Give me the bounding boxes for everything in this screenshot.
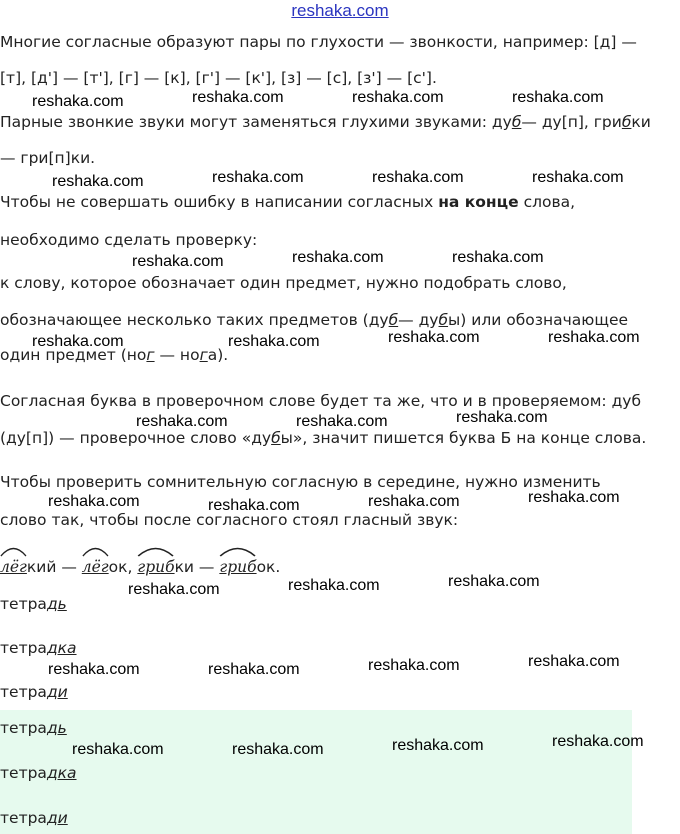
text-part: Чтобы не совершать ошибку в написании согласных <box>0 193 439 211</box>
watermark: reshaka.com <box>552 733 644 750</box>
highlighted-letter: г <box>146 346 155 364</box>
watermark: reshaka.com <box>392 737 484 754</box>
watermark: reshaka.com <box>72 741 164 758</box>
text-part: Парные звонкие звуки могут заменяться глухими звуками: ду <box>0 113 512 131</box>
watermark: reshaka.com <box>228 333 320 350</box>
root-word: гриб <box>219 557 256 577</box>
watermark: reshaka.com <box>32 93 124 110</box>
watermark: reshaka.com <box>192 89 284 106</box>
text-line: необходимо сделать проверку: <box>0 231 258 249</box>
watermark: reshaka.com <box>32 333 124 350</box>
highlighted-letter: г <box>199 346 208 364</box>
text-line: Согласная буква в проверочном слове будет та же, что и в проверяемом: дуб <box>0 392 642 410</box>
root-examples-line <box>0 557 280 577</box>
root-arc-icon <box>82 545 109 557</box>
highlighted-letter: ди <box>46 809 68 827</box>
text-part: один предмет (но <box>0 346 147 364</box>
watermark: reshaka.com <box>512 89 604 106</box>
word-form: тетрадка <box>0 639 77 657</box>
watermark: reshaka.com <box>288 577 380 594</box>
text-part: — ду[п], гри <box>521 113 622 131</box>
watermark: reshaka.com <box>352 89 444 106</box>
text-part: ы», значит пишется буква Б на конце слова. <box>280 429 647 447</box>
watermark: reshaka.com <box>528 653 620 670</box>
highlighted-letter: дь <box>46 595 67 613</box>
text-line <box>0 428 646 448</box>
highlighted-letter: б <box>438 311 449 329</box>
root-word: гриб <box>137 557 174 577</box>
text-line: слово так, чтобы после согласного стоял гласный звук: <box>0 511 459 529</box>
answer-word-form: тетрадка <box>0 764 77 782</box>
watermark: reshaka.com <box>296 413 388 430</box>
text-line: Многие согласные образуют пары по глухости — звонкости, например: [д] — <box>0 33 637 51</box>
watermark: reshaka.com <box>368 657 460 674</box>
text-part: — ду <box>398 311 439 329</box>
answer-block <box>0 710 632 834</box>
root-arc-icon <box>219 545 256 557</box>
answer-word-form: тетради <box>0 809 68 827</box>
word-form: тетрадь <box>0 595 67 613</box>
watermark: reshaka.com <box>128 581 220 598</box>
watermark: reshaka.com <box>212 169 304 186</box>
text-line: — гри[п]ки. <box>0 149 96 167</box>
root-arc-icon <box>0 545 27 557</box>
bold-phrase: на конце <box>438 193 519 211</box>
watermark: reshaka.com <box>452 249 544 266</box>
text-part: ы) или обозначающее <box>448 311 629 329</box>
highlighted-letter: б <box>621 113 632 131</box>
watermark: reshaka.com <box>388 329 480 346</box>
root-arc-icon <box>137 545 174 557</box>
text-line <box>0 192 575 212</box>
watermark: reshaka.com <box>136 413 228 430</box>
highlighted-letter: дка <box>46 764 77 782</box>
watermark: reshaka.com <box>448 573 540 590</box>
text-part: обозначающее несколько таких предметов (ду <box>0 311 389 329</box>
text-part: ок, <box>108 558 138 576</box>
word-form: тетради <box>0 683 68 701</box>
highlighted-letter: дка <box>46 639 77 657</box>
text-line: [т], [д'] — [т'], [г] — [к], [г'] — [к'], [з] — [с], [з'] — [с']. <box>0 69 437 87</box>
watermark: reshaka.com <box>132 253 224 270</box>
watermark: reshaka.com <box>456 409 548 426</box>
watermark: reshaka.com <box>48 493 140 510</box>
text-line: к слову, которое обозначает один предмет, нужно подобрать слово, <box>0 274 567 292</box>
text-part: ки — <box>174 558 220 576</box>
watermark: reshaka.com <box>208 661 300 678</box>
highlighted-letter: б <box>271 429 281 447</box>
text-line: Чтобы проверить сомнительную согласную в середине, нужно изменить <box>0 473 601 491</box>
text-part: ок. <box>256 558 281 576</box>
watermark: reshaka.com <box>372 169 464 186</box>
watermark: reshaka.com <box>532 169 624 186</box>
watermark: reshaka.com <box>528 489 620 506</box>
text-part: (ду[п]) — проверочное слово «ду <box>0 429 272 447</box>
text-part: слова, <box>518 193 576 211</box>
watermark: reshaka.com <box>292 249 384 266</box>
highlighted-letter: ди <box>46 683 68 701</box>
watermark: reshaka.com <box>368 493 460 510</box>
text-part: — но <box>154 346 200 364</box>
watermark: reshaka.com <box>52 173 144 190</box>
watermark: reshaka.com <box>232 741 324 758</box>
watermark: reshaka.com <box>48 661 140 678</box>
highlighted-letter: б <box>511 113 522 131</box>
root-word: лёг <box>0 557 27 577</box>
watermark: reshaka.com <box>208 497 300 514</box>
watermark: reshaka.com <box>548 329 640 346</box>
answer-word-form: тетрадь <box>0 719 67 737</box>
highlighted-letter: дь <box>46 719 67 737</box>
text-part: а). <box>207 346 229 364</box>
text-part: кий — <box>26 558 82 576</box>
text-part: ки <box>631 113 651 131</box>
highlighted-letter: б <box>388 311 399 329</box>
text-line <box>0 112 651 132</box>
root-word: лёг <box>82 557 109 577</box>
text-line <box>0 310 628 330</box>
site-link[interactable]: reshaka.com <box>291 1 389 20</box>
